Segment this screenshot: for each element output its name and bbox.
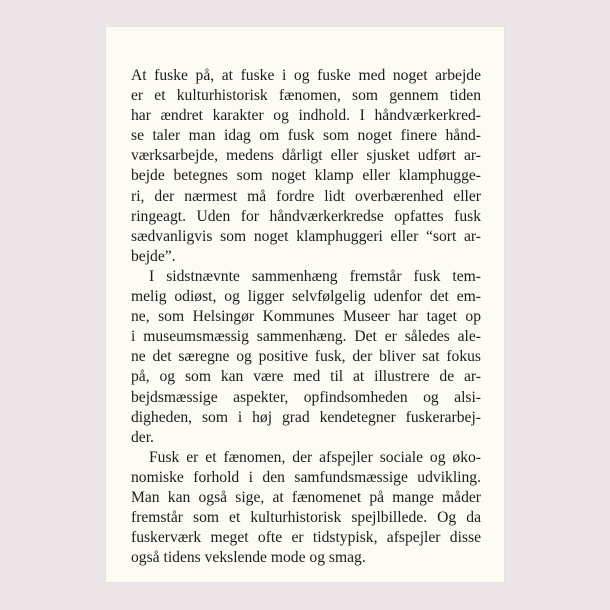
text-line: ringeagt. Uden for håndværkerkredse opfattes fusk bbox=[131, 207, 481, 225]
text-line: fuskerværk meget ofte er tidstypisk, afspejler disse bbox=[131, 529, 481, 547]
text-line: I sidstnævnte sammenhæng fremstår fusk tem- bbox=[149, 267, 481, 285]
text-line: melig odiøst, og ligger selvfølgelig udenfor det em- bbox=[131, 288, 481, 306]
text-line: fremstår som et kulturhistorisk spejlbillede. Og da bbox=[131, 509, 481, 527]
text-line: Fusk er et fænomen, der afspejler sociale og øko- bbox=[149, 448, 481, 466]
text-line: bejdsmæssige aspekter, opfindsomheden og alsi- bbox=[131, 388, 481, 406]
text-line: At fuske på, at fuske i og fuske med noget arbejde bbox=[131, 67, 481, 84]
text-line: er et kulturhistorisk fænomen, som gennem tiden bbox=[131, 87, 481, 105]
text-line: nomiske forhold i den samfundsmæssige udvikling. bbox=[131, 468, 481, 486]
body-text bbox=[131, 66, 481, 568]
text-line: Man kan også sige, at fænomenet på mange måder bbox=[131, 488, 481, 506]
text-line: ne det særegne og positive fusk, der bliver sat fokus bbox=[131, 348, 481, 366]
text-line: bejde”. bbox=[131, 247, 176, 265]
text-line: ri, der nærmest må fordre lidt overbærenhed eller bbox=[131, 187, 481, 205]
text-line: digheden, som i høj grad kendetegner fuskerarbej- bbox=[131, 408, 481, 426]
text-line: på, og som kan være med til at illustrere de ar- bbox=[131, 368, 481, 386]
text-line: ne, som Helsingør Kommunes Museer har taget op bbox=[131, 308, 481, 326]
document-page bbox=[106, 27, 504, 582]
text-line: værksarbejde, medens dårligt eller sjusket udført ar- bbox=[131, 147, 481, 165]
text-line: der. bbox=[131, 428, 154, 446]
text-line: se taler man idag om fusk som noget finere hånd- bbox=[131, 127, 481, 145]
text-line: sædvanligvis som noget klamphuggeri eller “sort ar- bbox=[131, 227, 481, 245]
text-line: også tidens vekslende mode og smag. bbox=[131, 549, 366, 567]
text-line: bejde betegnes som noget klamp eller klamphugge- bbox=[131, 167, 481, 185]
text-line: har ændret karakter og indhold. I håndværkerkred- bbox=[131, 107, 481, 125]
text-line: i museumsmæssig sammenhæng. Det er således ale- bbox=[131, 328, 481, 346]
